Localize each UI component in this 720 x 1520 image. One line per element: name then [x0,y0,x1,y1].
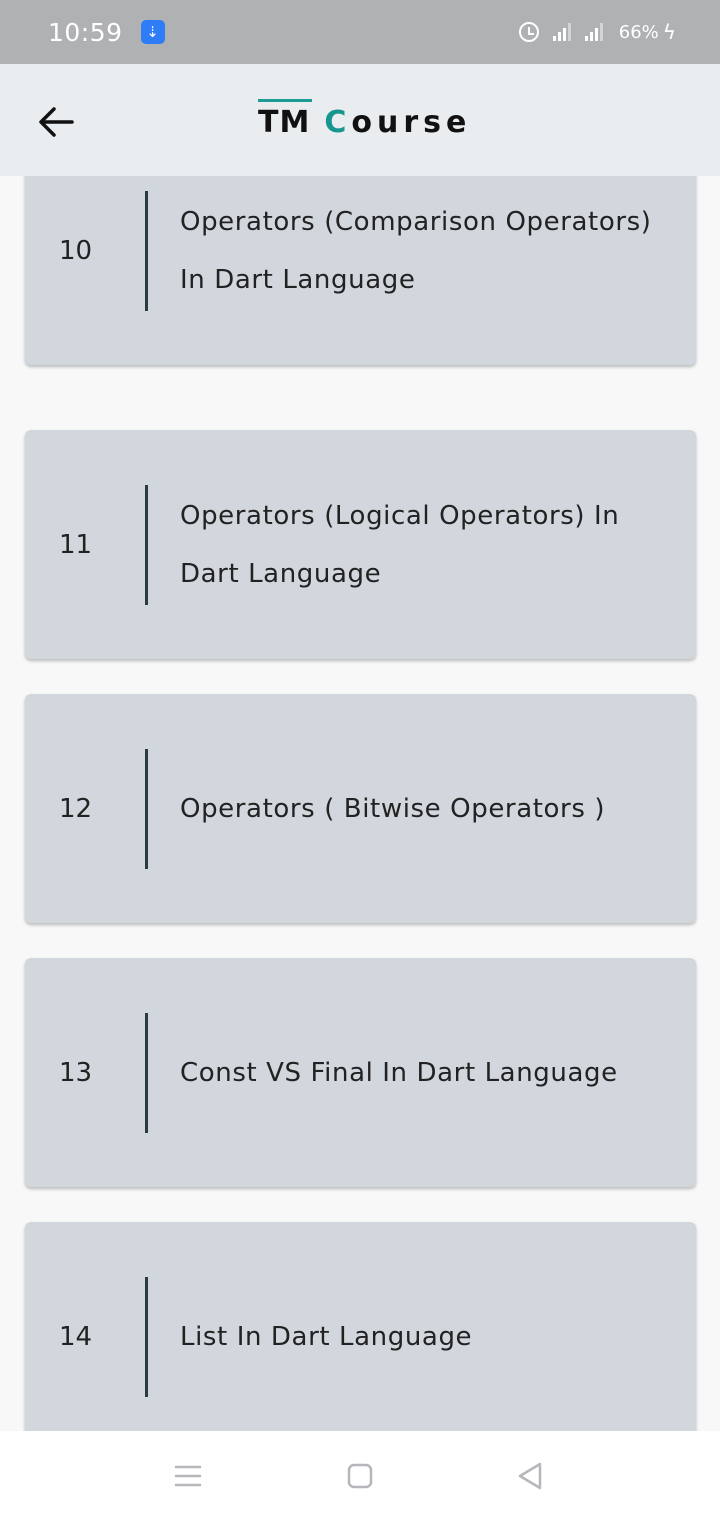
logo-course [324,105,471,140]
lesson-card[interactable] [25,1222,696,1431]
battery-level: 66% [618,21,659,43]
lesson-card[interactable] [25,430,696,659]
signal-icon [585,23,603,41]
system-back-button[interactable] [513,1459,547,1493]
lesson-number: 11 [59,529,93,560]
usb-icon: ⇣ [141,20,165,44]
alarm-icon [519,22,539,42]
lesson-number: 12 [59,793,93,824]
status-time: 10:59 [48,17,123,47]
lesson-list[interactable] [0,176,720,1431]
logo-tm: TM [258,99,310,140]
charging-icon: ϟ [662,20,676,44]
lesson-divider [145,485,148,605]
back-button[interactable] [34,100,78,144]
signal-icon [553,23,571,41]
lesson-divider [145,1277,148,1397]
lesson-card[interactable] [25,694,696,923]
home-square-icon [346,1462,374,1490]
lesson-title: Const VS Final In Dart Language [180,1057,618,1088]
logo-course-rest: ourse [351,105,472,140]
lesson-title: Operators (Logical Operators) In Dart Language [180,500,620,589]
app-bar [0,64,720,176]
logo-course-initial: C [324,105,352,140]
lesson-number: 10 [59,235,93,266]
lesson-divider [145,191,148,311]
lesson-title: Operators ( Bitwise Operators ) [180,793,606,824]
lesson-divider [145,1013,148,1133]
home-button[interactable] [343,1459,377,1493]
back-triangle-icon [516,1461,544,1491]
menu-icon [174,1463,202,1489]
lesson-card[interactable] [25,958,696,1187]
lesson-card[interactable] [25,176,696,365]
arrow-left-icon [38,106,74,138]
recent-apps-button[interactable] [171,1459,205,1493]
lesson-number: 14 [59,1321,93,1352]
lesson-divider [145,749,148,869]
app-logo [258,90,471,140]
status-bar [0,0,720,64]
system-nav-bar [0,1431,720,1520]
lesson-title: List In Dart Language [180,1321,473,1352]
lesson-title: Operators (Comparison Operators) In Dart Language [180,206,652,295]
lesson-number: 13 [59,1057,93,1088]
